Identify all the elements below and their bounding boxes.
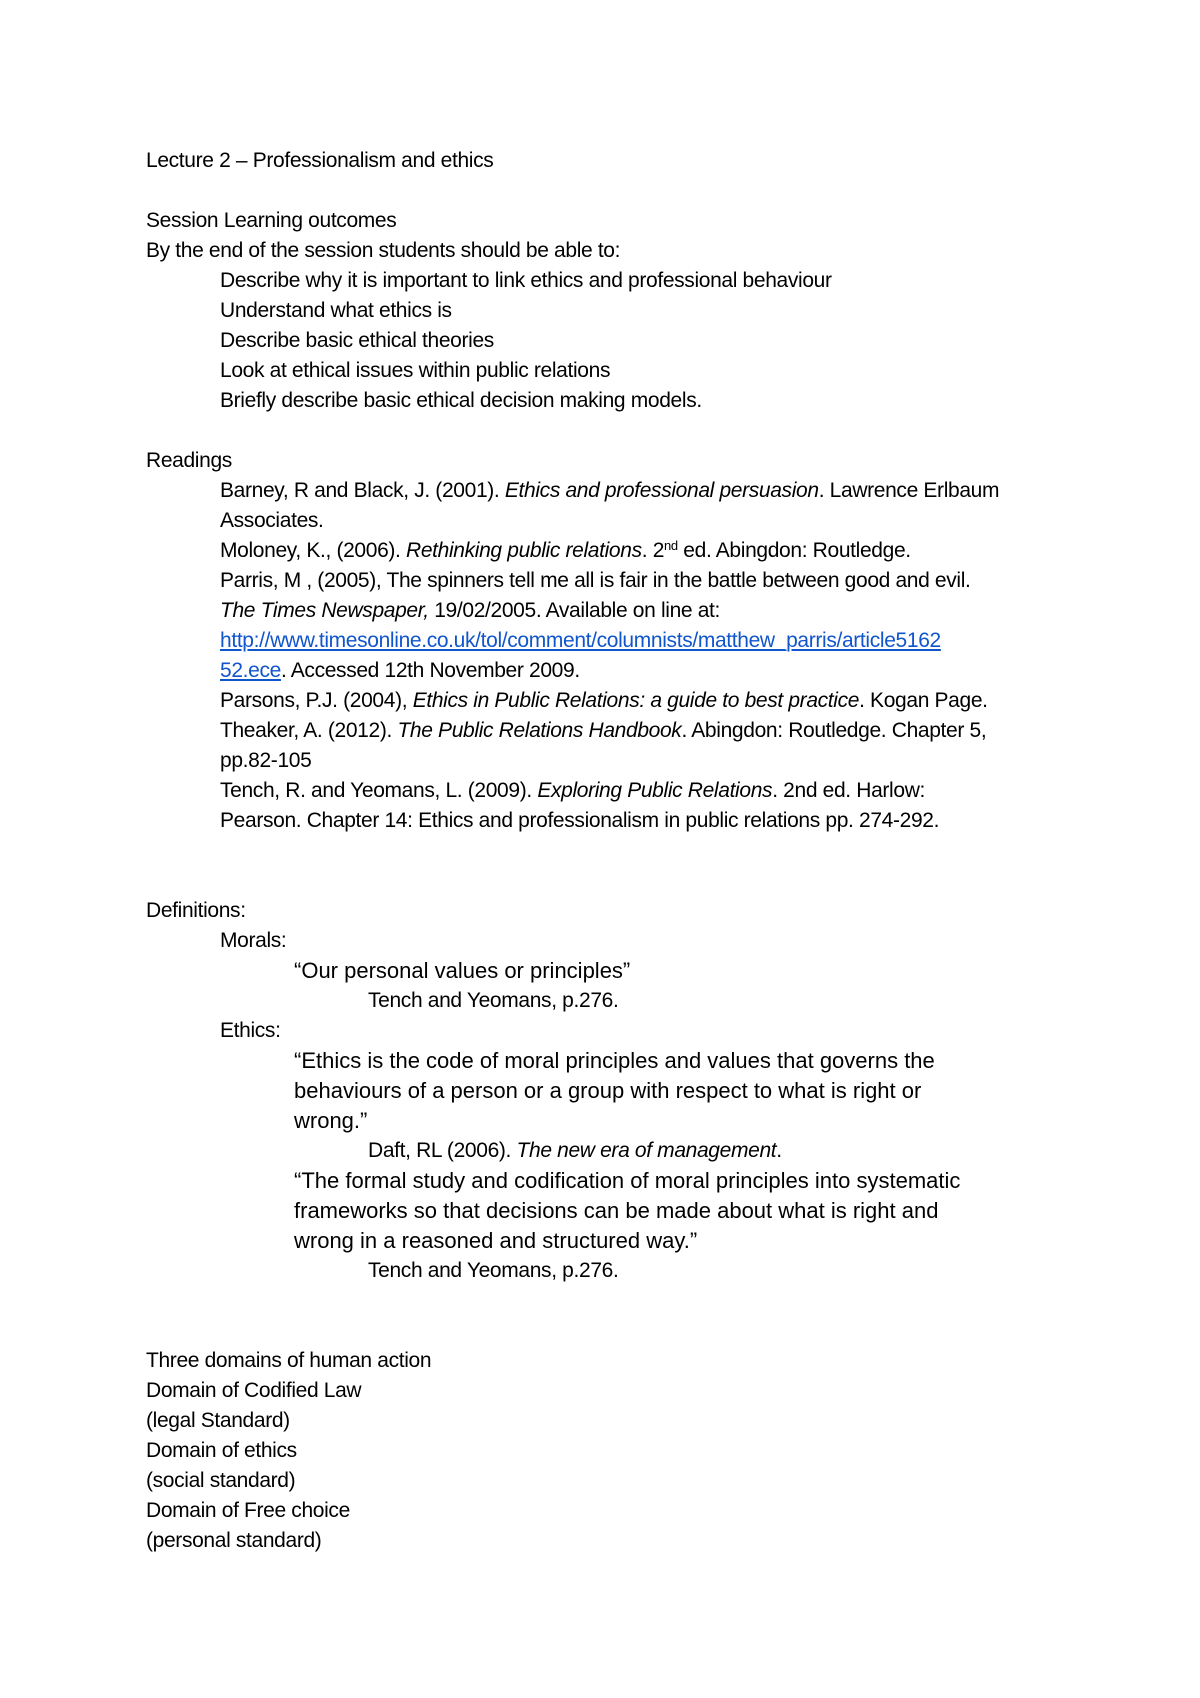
morals-source: Tench and Yeomans, p.276. bbox=[368, 989, 619, 1012]
domain-line: Domain of Codified Law bbox=[146, 1379, 362, 1402]
daft-source: Daft, RL (2006). The new era of management. bbox=[368, 1139, 782, 1162]
reading-tench: Tench, R. and Yeomans, L. (2009). Exploring Public Relations. 2nd ed. Harlow: bbox=[220, 779, 925, 802]
outcome-item: Briefly describe basic ethical decision making models. bbox=[220, 389, 702, 412]
article-link[interactable]: http://www.timesonline.co.uk/tol/comment/columnists/matthew_parris/article5162 bbox=[220, 629, 941, 652]
ethics-quote-line: wrong.” bbox=[294, 1108, 368, 1133]
domain-line: (personal standard) bbox=[146, 1529, 322, 1552]
domain-line: Domain of ethics bbox=[146, 1439, 297, 1462]
outcome-item: Understand what ethics is bbox=[220, 299, 452, 322]
reading-theaker: Theaker, A. (2012). The Public Relations Handbook. Abingdon: Routledge. Chapter 5, bbox=[220, 719, 987, 742]
reading-barney: Barney, R and Black, J. (2001). Ethics and professional persuasion. Lawrence Erlbaum bbox=[220, 479, 1000, 502]
outcome-item: Look at ethical issues within public relations bbox=[220, 359, 611, 382]
reading-parris-link-line bbox=[220, 628, 941, 654]
reading-parris-source: The Times Newspaper, 19/02/2005. Available on line at: bbox=[220, 599, 721, 622]
reading-parsons: Parsons, P.J. (2004), Ethics in Public Relations: a guide to best practice. Kogan Page. bbox=[220, 689, 988, 712]
ethics-quote-line: “Ethics is the code of moral principles and values that governs the bbox=[294, 1048, 935, 1073]
definitions-heading: Definitions: bbox=[146, 899, 246, 922]
article-link-cont[interactable]: 52.ece bbox=[220, 659, 281, 682]
outcomes-intro: By the end of the session students should be able to: bbox=[146, 239, 621, 262]
morals-label: Morals: bbox=[220, 929, 287, 952]
domains-heading: Three domains of human action bbox=[146, 1349, 432, 1372]
morals-quote: “Our personal values or principles” bbox=[294, 958, 631, 983]
ethics-quote2-line: “The formal study and codification of moral principles into systematic bbox=[294, 1168, 961, 1193]
ethics-source2: Tench and Yeomans, p.276. bbox=[368, 1259, 619, 1282]
outcome-item: Describe why it is important to link ethics and professional behaviour bbox=[220, 269, 832, 292]
outcome-item: Describe basic ethical theories bbox=[220, 329, 494, 352]
domain-line: (legal Standard) bbox=[146, 1409, 290, 1432]
reading-tench-cont: Pearson. Chapter 14: Ethics and professionalism in public relations pp. 274-292. bbox=[220, 809, 940, 832]
outcomes-heading: Session Learning outcomes bbox=[146, 209, 397, 232]
ethics-quote2-line: wrong in a reasoned and structured way.” bbox=[294, 1228, 698, 1253]
domain-line: (social standard) bbox=[146, 1469, 296, 1492]
reading-parris: Parris, M , (2005), The spinners tell me all is fair in the battle between good and evil. bbox=[220, 569, 971, 592]
readings-heading: Readings bbox=[146, 449, 232, 472]
reading-moloney: Moloney, K., (2006). Rethinking public relations. 2nd ed. Abingdon: Routledge. bbox=[220, 538, 911, 562]
reading-barney-cont: Associates. bbox=[220, 509, 324, 532]
domain-line: Domain of Free choice bbox=[146, 1499, 350, 1522]
reading-theaker-cont: pp.82-105 bbox=[220, 749, 312, 772]
ethics-quote2-line: frameworks so that decisions can be made about what is right and bbox=[294, 1198, 939, 1223]
reading-parris-link-cont: 52.ece. Accessed 12th November 2009. bbox=[220, 659, 580, 682]
page-title: Lecture 2 – Professionalism and ethics bbox=[146, 149, 494, 172]
ethics-quote-line: behaviours of a person or a group with respect to what is right or bbox=[294, 1078, 922, 1103]
ethics-label: Ethics: bbox=[220, 1019, 281, 1042]
